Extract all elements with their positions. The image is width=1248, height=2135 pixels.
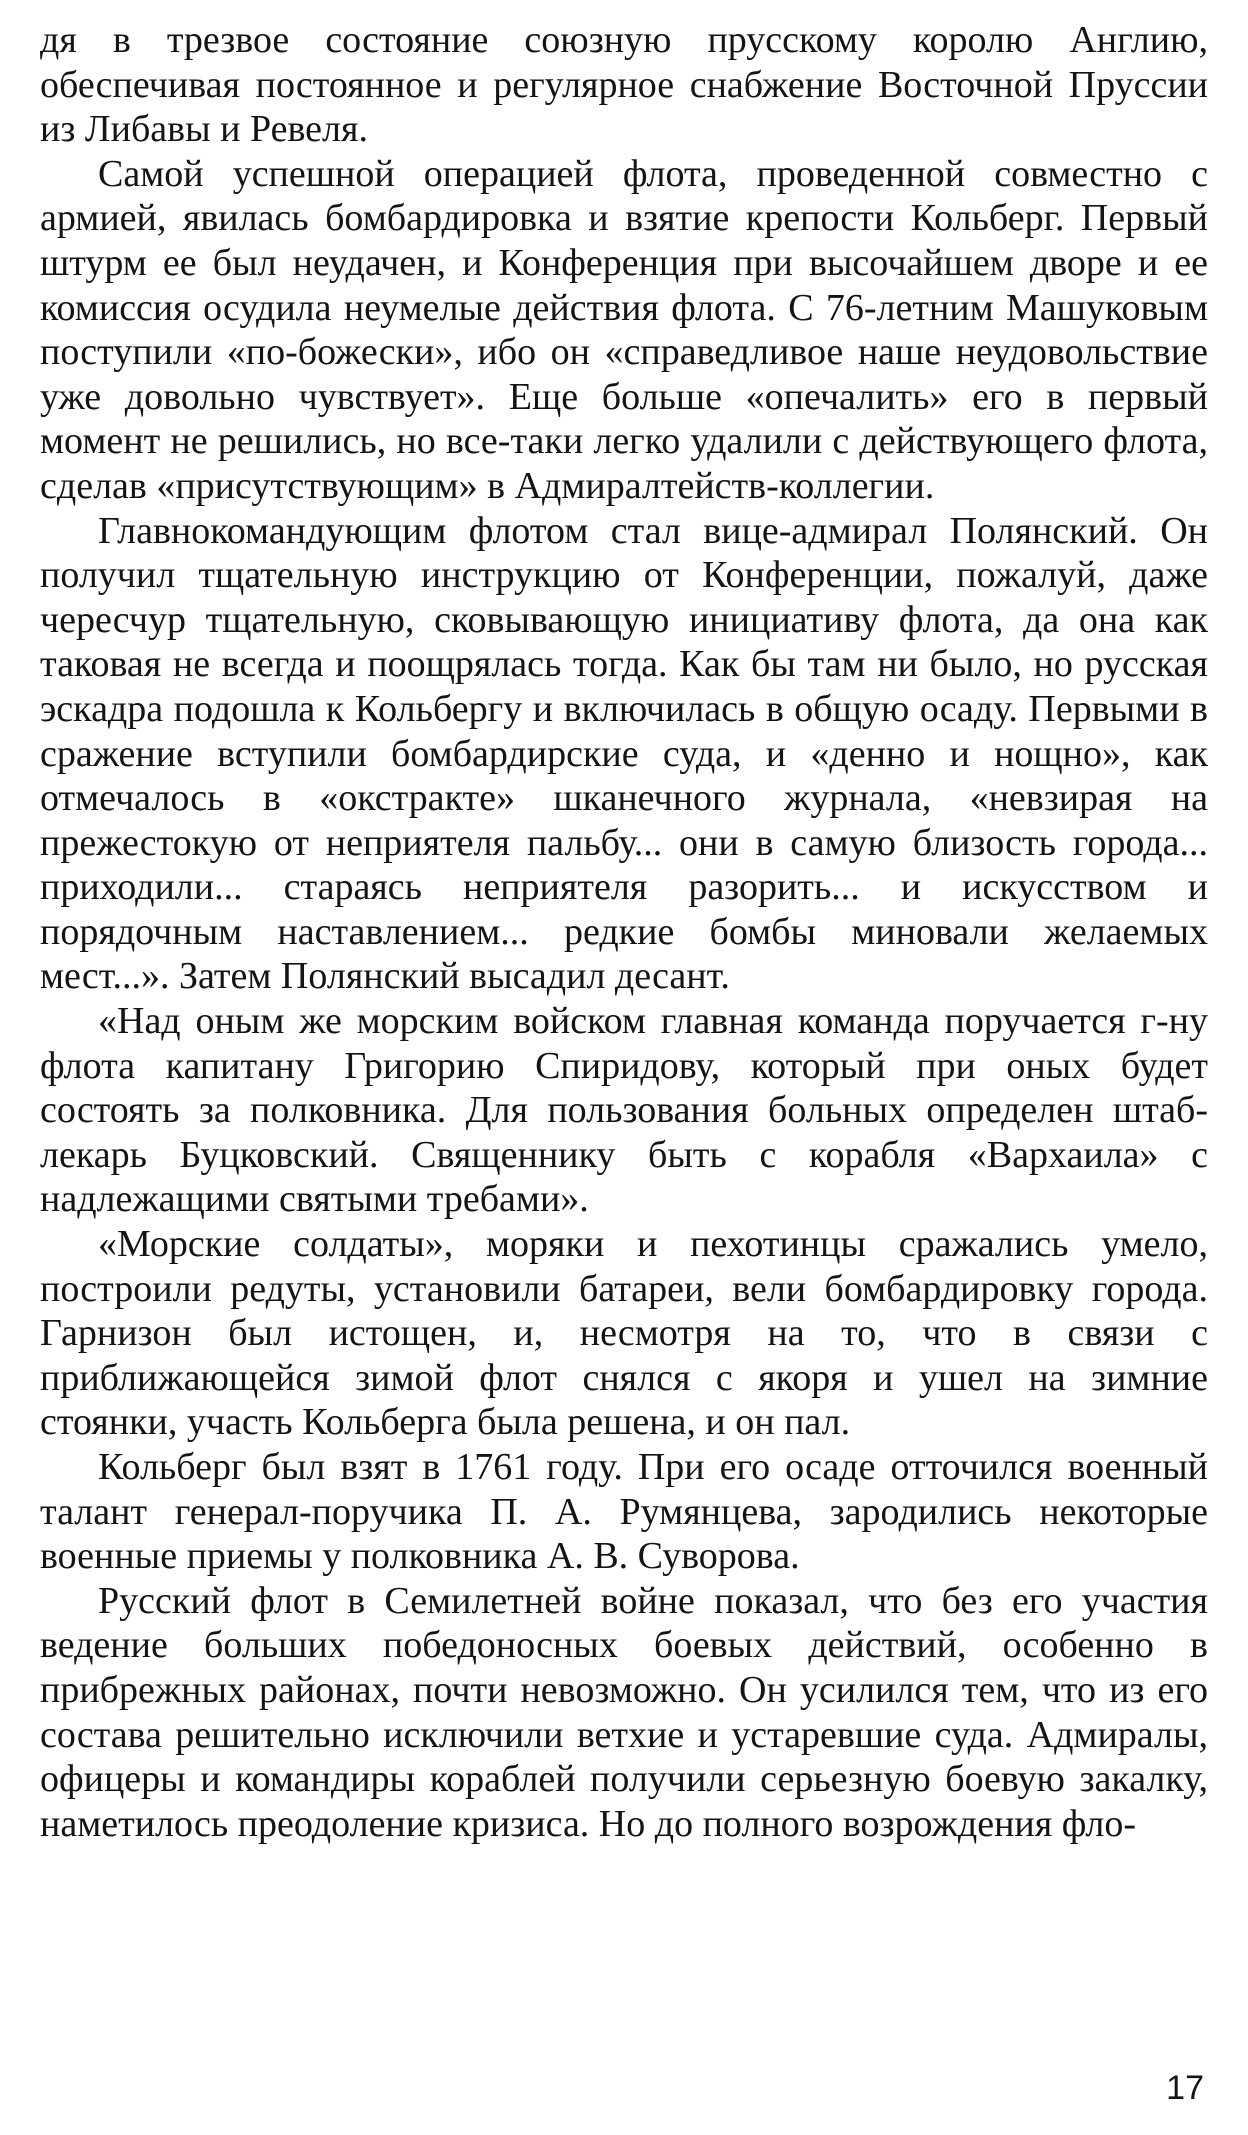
paragraph-polyansky-command: Главнокомандующим флотом стал вице-адмирал Полянский. Он получил тщательную инструкцию от Конференции, пожалуй, даже чересчур тщательную, сковывающую инициативу флота, да она как таковая не всегда и поощрялась тогда. Как бы там ни было, но русская эскадра подошла к Кольбергу и включилась в общую осаду. Первыми в сражение вступили бомбардирские суда, и «денно и нощно», как отмечалось в «окстракте» шканечного журнала, «невзирая на прежестокую от неприятеля пальбу... они в самую близость города... приходили... стараясь неприятеля разорить... и искусством и порядочным наставлением... редкие бомбы миновали желаемых мест...». Затем Полянский высадил десант. xyxy=(40,509,1208,998)
paragraph-spiridov-quote: «Над оным же морским войском главная команда поручается г-ну флота капитану Григорию Спиридову, который при оных будет состоять за полковника. Для пользования больных определен штаб-лекарь Буцковский. Священнику быть с корабля «Вархаила» с надлежащими святыми требами». xyxy=(40,1000,1208,1221)
paragraph-continuation: дя в трезвое состояние союзную прусскому королю Англию, обеспечивая постоянное и регулярное снабжение Восточной Пруссии из Либавы и Ревеля. xyxy=(40,19,1208,151)
paragraph-kolberg-taken: Кольберг был взят в 1761 году. При его осаде отточился военный талант генерал-поручика П. А. Румянцева, зародились некоторые военные приемы у полковника А. В. Суворова. xyxy=(40,1446,1208,1578)
page-number: 17 xyxy=(1166,2069,1204,2107)
page-text xyxy=(40,18,1208,1846)
paragraph-seven-years-war: Русский флот в Семилетней войне показал, что без его участия ведение больших победоносных боевых действий, особенно в прибрежных районах, почти невозможно. Он усилился тем, что из его состава решительно исключили ветхие и устаревшие суда. Адмиралы, офицеры и командиры кораблей получили серьезную боевую закалку, наметилось преодоление кризиса. Но до полного возрождения фло- xyxy=(40,1579,1208,1845)
paragraph-kolberg-bombardment: Самой успешной операцией флота, проведенной совместно с армией, явилась бомбардировка и взятие крепости Кольберг. Первый штурм ее был неудачен, и Конференция при высочайшем дворе и ее комиссия осудила неумелые действия флота. С 76-летним Машуковым поступили «по-божески», ибо он «справедливое наше неудовольствие уже довольно чувствует». Еще больше «опечалить» его в первый момент не решились, но все-таки легко удалили с действующего флота, сделав «присутствующим» в Адмиралтейств-коллегии. xyxy=(40,152,1208,507)
paragraph-marine-soldiers: «Морские солдаты», моряки и пехотинцы сражались умело, построили редуты, установили батареи, вели бомбардировку города. Гарнизон был истощен, и, несмотря на то, что в связи с приближающейся зимой флот снялся с якоря и ушел на зимние стоянки, участь Кольберга была решена, и он пал. xyxy=(40,1223,1208,1444)
